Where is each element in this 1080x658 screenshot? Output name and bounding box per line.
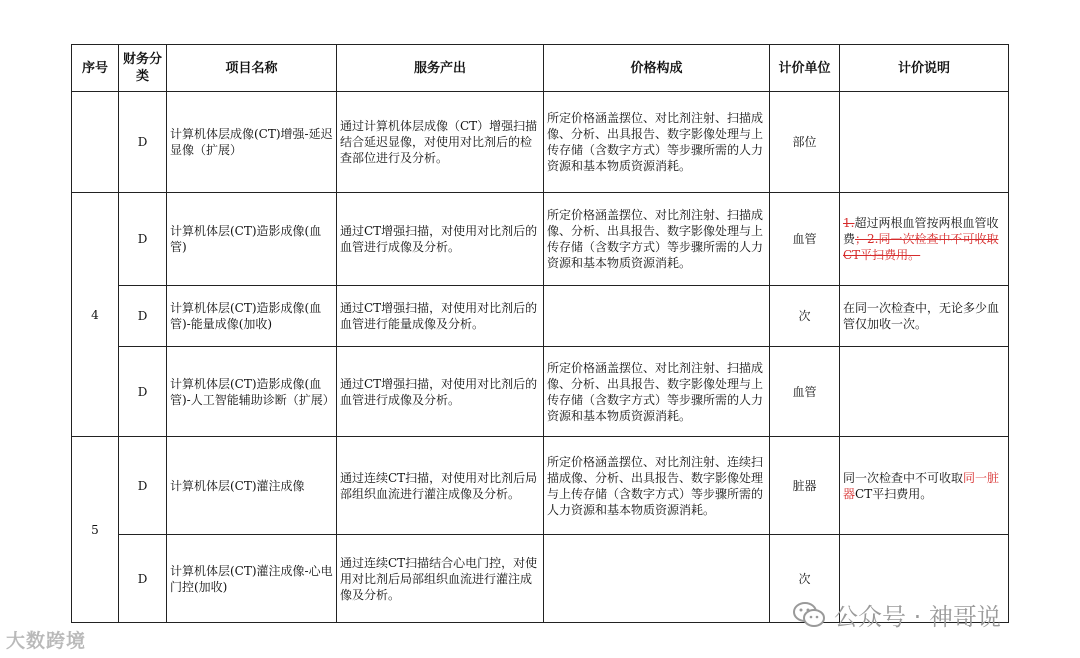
watermark-right — [792, 597, 1001, 632]
seq-cell-empty — [72, 92, 119, 193]
header-price-composition: 价格构成 — [544, 45, 770, 92]
note-text: 同一次检查中不可收取 — [843, 470, 964, 485]
note-text: 超过两根血管按两根血管收费 — [843, 216, 999, 246]
watermark-right-text: 公众号 · 神哥说 — [834, 603, 1001, 631]
price-composition-cell: 所定价格涵盖摆位、对比剂注射、连续扫描成像、分析、出具报告、数字影像处理与上传存储（含数字方式）等步骤所需的人力资源和基本物质资源消耗。 — [544, 437, 770, 535]
service-output-cell: 通过CT增强扫描，对使用对比剂后的血管进行成像及分析。 — [337, 347, 544, 437]
unit-cell: 血管 — [770, 193, 840, 286]
note-cell — [840, 347, 1009, 437]
watermark-left-text: 大数跨境 — [6, 630, 87, 652]
unit-cell: 次 — [770, 535, 840, 623]
note-cell: 在同一次检查中，无论多少血管仅加收一次。 — [840, 286, 1009, 347]
item-name-cell: 计算机体层成像(CT)增强-延迟显像（扩展） — [167, 92, 337, 193]
category-cell: D — [119, 92, 167, 193]
note-inserted-text: 同一脏器 — [843, 470, 1000, 501]
table-row — [72, 193, 1009, 286]
category-cell: D — [119, 193, 167, 286]
header-seq: 序号 — [72, 45, 119, 92]
table-row — [72, 437, 1009, 535]
price-composition-cell — [544, 535, 770, 623]
item-name-cell: 计算机体层(CT)造影成像(血管)-能量成像(加收) — [167, 286, 337, 347]
service-output-cell: 通过CT增强扫描，对使用对比剂后的血管进行能量成像及分析。 — [337, 286, 544, 347]
service-output-cell: 通过CT增强扫描，对使用对比剂后的血管进行成像及分析。 — [337, 193, 544, 286]
item-name-cell: 计算机体层(CT)造影成像(血管)-人工智能辅助诊断（扩展） — [167, 347, 337, 437]
table-row — [72, 286, 1009, 347]
note-cell — [840, 437, 1009, 535]
service-output-cell: 通过连续CT扫描，对使用对比剂后局部组织血流进行灌注成像及分析。 — [337, 437, 544, 535]
header-category: 财务分类 — [119, 45, 167, 92]
note-deleted-text: ；2.同一次检查中不可收取CT平扫费用。 — [843, 232, 999, 262]
category-cell: D — [119, 535, 167, 623]
category-cell: D — [119, 286, 167, 347]
note-cell — [840, 92, 1009, 193]
item-name-cell: 计算机体层(CT)造影成像(血管) — [167, 193, 337, 286]
header-item-name: 项目名称 — [167, 45, 337, 92]
price-composition-cell: 所定价格涵盖摆位、对比剂注射、扫描成像、分析、出具报告、数字影像处理与上传存储（含数字方式）等步骤所需的人力资源和基本物质资源消耗。 — [544, 193, 770, 286]
item-name-cell: 计算机体层(CT)灌注成像 — [167, 437, 337, 535]
category-cell: D — [119, 347, 167, 437]
header-row — [72, 45, 1009, 92]
header-unit: 计价单位 — [770, 45, 840, 92]
price-composition-cell — [544, 286, 770, 347]
unit-cell: 血管 — [770, 347, 840, 437]
note-cell — [840, 193, 1009, 286]
note-text: CT平扫费用。 — [855, 486, 933, 501]
header-service-output: 服务产出 — [337, 45, 544, 92]
category-cell: D — [119, 437, 167, 535]
unit-cell: 次 — [770, 286, 840, 347]
seq-cell: 5 — [72, 437, 119, 623]
unit-cell: 部位 — [770, 92, 840, 193]
seq-cell: 4 — [72, 193, 119, 437]
service-output-cell: 通过计算机体层成像（CT）增强扫描结合延迟显像，对使用对比剂后的检查部位进行及分析。 — [337, 92, 544, 193]
unit-cell: 脏器 — [770, 437, 840, 535]
fee-schedule-table — [71, 44, 1009, 623]
note-deleted-text: 1. — [843, 216, 855, 230]
wechat-icon — [792, 601, 826, 629]
watermark-left — [6, 626, 86, 653]
service-output-cell: 通过连续CT扫描结合心电门控，对使用对比剂后局部组织血流进行灌注成像及分析。 — [337, 535, 544, 623]
item-name-cell: 计算机体层(CT)灌注成像-心电门控(加收) — [167, 535, 337, 623]
table-row — [72, 347, 1009, 437]
header-note: 计价说明 — [840, 45, 1009, 92]
table-row — [72, 92, 1009, 193]
price-composition-cell: 所定价格涵盖摆位、对比剂注射、扫描成像、分析、出具报告、数字影像处理与上传存储（含数字方式）等步骤所需的人力资源和基本物质资源消耗。 — [544, 347, 770, 437]
price-composition-cell: 所定价格涵盖摆位、对比剂注射、扫描成像、分析、出具报告、数字影像处理与上传存储（含数字方式）等步骤所需的人力资源和基本物质资源消耗。 — [544, 92, 770, 193]
